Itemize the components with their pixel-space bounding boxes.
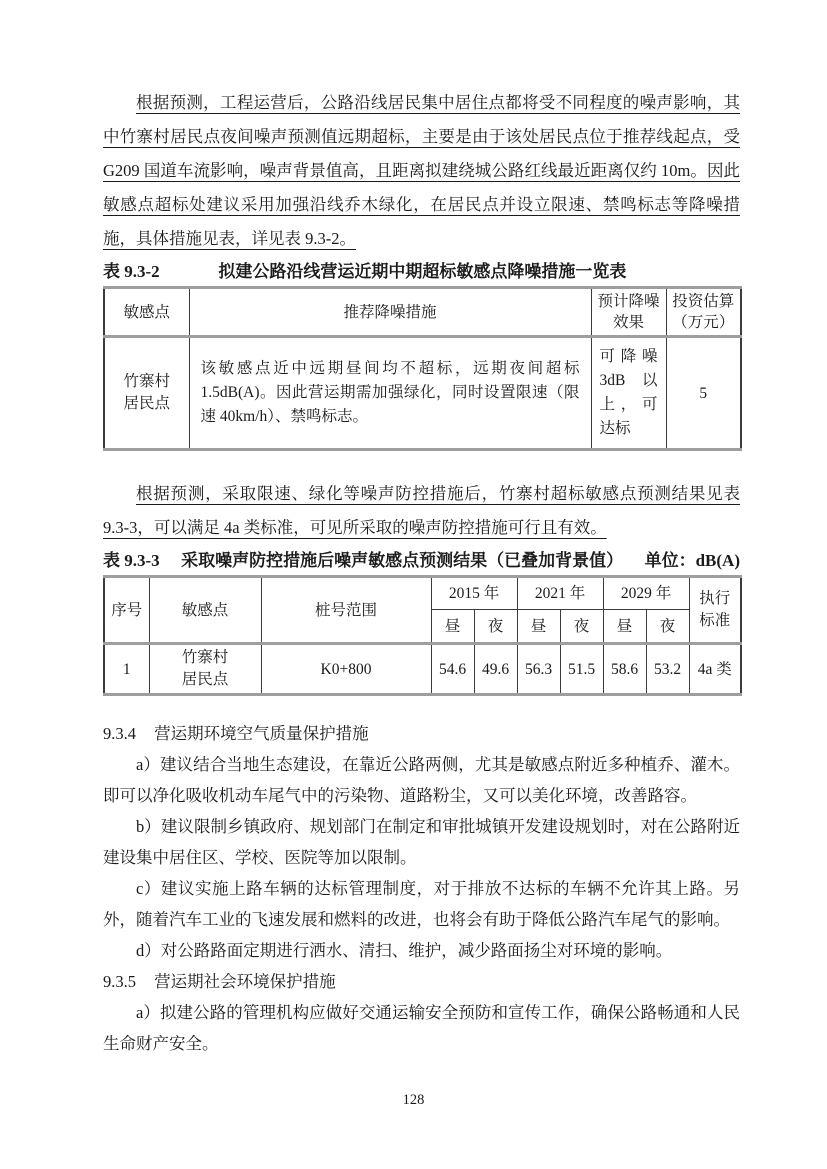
- table-932-header-row: [104, 288, 741, 337]
- header-cell-day-2015: 昼: [431, 610, 474, 644]
- section-number: 9.3.5: [103, 972, 136, 991]
- table-933-unit: 单位：dB(A): [644, 551, 740, 570]
- cell-2021-night: 51.5: [560, 644, 603, 695]
- section-title: 营运期社会环境保护措施: [154, 972, 336, 991]
- table-933-caption: [103, 549, 740, 573]
- cell-standard: 4a 类: [689, 644, 741, 695]
- cell-2029-night: 53.2: [646, 644, 689, 695]
- section-934-item-a: a）建议结合当地生态建设，在靠近公路两侧，尤其是敏感点附近多种植乔、灌木。即可以净化吸收机动车尾气中的污染物、道路粉尘，又可以美化环境，改善路容。: [103, 755, 740, 805]
- table-933-label: 表 9.3-3: [103, 551, 160, 570]
- header-cell-standard: [689, 577, 741, 644]
- cell-sensitive-point: [104, 337, 189, 450]
- table-932-caption: [103, 260, 740, 284]
- cell-stake: K0+800: [261, 644, 431, 695]
- section-935-item-a: a）拟建公路的管理机构应做好交通运输安全预防和宣传工作，确保公路畅通和人民生命财产安全。: [103, 1003, 740, 1053]
- section-heading-9-3-4: [103, 718, 740, 749]
- header-cell-effect: 预计降噪效果: [591, 288, 666, 337]
- cell-seq: 1: [104, 644, 149, 695]
- paragraph-measures-result: 根据预测，采取限速、绿化等噪声防控措施后，竹寨村超标敏感点预测结果见表 9.3-3，可以满足 4a 类标准，可见所采取的噪声防控措施可行且有效。: [103, 484, 740, 537]
- header-cell-night-2021: 夜: [560, 610, 603, 644]
- header-cell-day-2029: 昼: [603, 610, 646, 644]
- cell-effect: 可降噪 3dB 以上，可达标: [591, 337, 666, 450]
- header-cell-night-2029: 夜: [646, 610, 689, 644]
- header-cell-year-2015: 2015 年: [431, 577, 517, 610]
- table-933-title: 采取噪声防控措施后噪声敏感点预测结果（已叠加背景值）: [181, 551, 624, 570]
- page-content: [103, 86, 740, 1059]
- cell-2015-day: 54.6: [431, 644, 474, 695]
- table-932-label: 表 9.3-2: [103, 262, 160, 281]
- header-cell-seq: 序号: [104, 577, 149, 644]
- section-title: 营运期环境空气质量保护措施: [154, 724, 369, 743]
- header-cell-standard-text: 执行标准: [699, 590, 731, 629]
- header-cell-sensitive-point: 敏感点: [104, 288, 189, 337]
- cell-2029-day: 58.6: [603, 644, 646, 695]
- table-933-header-row-1: [104, 577, 741, 610]
- header-cell-day-2021: 昼: [517, 610, 560, 644]
- table-932-data-row: [104, 337, 741, 450]
- cell-point: [149, 644, 261, 695]
- table-9-3-2: [103, 286, 742, 451]
- header-cell-measure: 推荐降噪措施: [189, 288, 591, 337]
- header-cell-point: 敏感点: [149, 577, 261, 644]
- section-number: 9.3.4: [103, 724, 136, 743]
- cell-investment: 5: [666, 337, 741, 450]
- page-number: 128: [402, 1092, 425, 1108]
- cell-measure: 该敏感点近中远期昼间均不超标，远期夜间超标 1.5dB(A)。因此营运期需加强绿化，同时设置限速（限速 40km/h）、禁鸣标志。: [189, 337, 591, 450]
- paragraph-noise-impact: 根据预测，工程运营后，公路沿线居民集中居住点都将受不同程度的噪声影响，其中竹寨村居民点夜间噪声预测值远期超标，主要是由于该处居民点位于推荐线起点，受 G209 国道车流影响，噪声背景值高，且距离拟建绕城公路红线最近距离仅约 10m。因此敏感点超标处建议采用加强沿线乔木绿化，在居民点并设立限速、禁鸣标志等降噪措施，具体措施见表，详见表 9.3-2。: [103, 93, 740, 248]
- header-cell-investment: 投资估算（万元）: [666, 288, 741, 337]
- cell-2021-day: 56.3: [517, 644, 560, 695]
- section-934-item-b: b）建议限制乡镇政府、规划部门在制定和审批城镇开发建设规划时，对在公路附近建设集中居住区、学校、医院等加以限制。: [103, 817, 740, 867]
- cell-point-text: 竹寨村居民点: [181, 649, 229, 688]
- section-934-item-c: c）建议实施上路车辆的达标管理制度，对于排放不达标的车辆不允许其上路。另外，随着汽车工业的飞速发展和燃料的改进，也将会有助于降低公路汽车尾气的影响。: [103, 879, 740, 929]
- section-heading-9-3-5: [103, 966, 740, 997]
- cell-sensitive-point-text: 竹寨村居民点: [123, 373, 170, 412]
- header-cell-night-2015: 夜: [474, 610, 517, 644]
- table-932-title: 拟建公路沿线营运近期中期超标敏感点降噪措施一览表: [218, 262, 627, 281]
- header-cell-year-2029: 2029 年: [603, 577, 689, 610]
- header-cell-stake: 桩号范围: [261, 577, 431, 644]
- section-934-item-d: d）对公路路面定期进行洒水、清扫、维护，减少路面扬尘对环境的影响。: [136, 941, 673, 960]
- cell-2015-night: 49.6: [474, 644, 517, 695]
- table-9-3-3: [103, 575, 742, 696]
- table-933-data-row: [104, 644, 741, 695]
- header-cell-year-2021: 2021 年: [517, 577, 603, 610]
